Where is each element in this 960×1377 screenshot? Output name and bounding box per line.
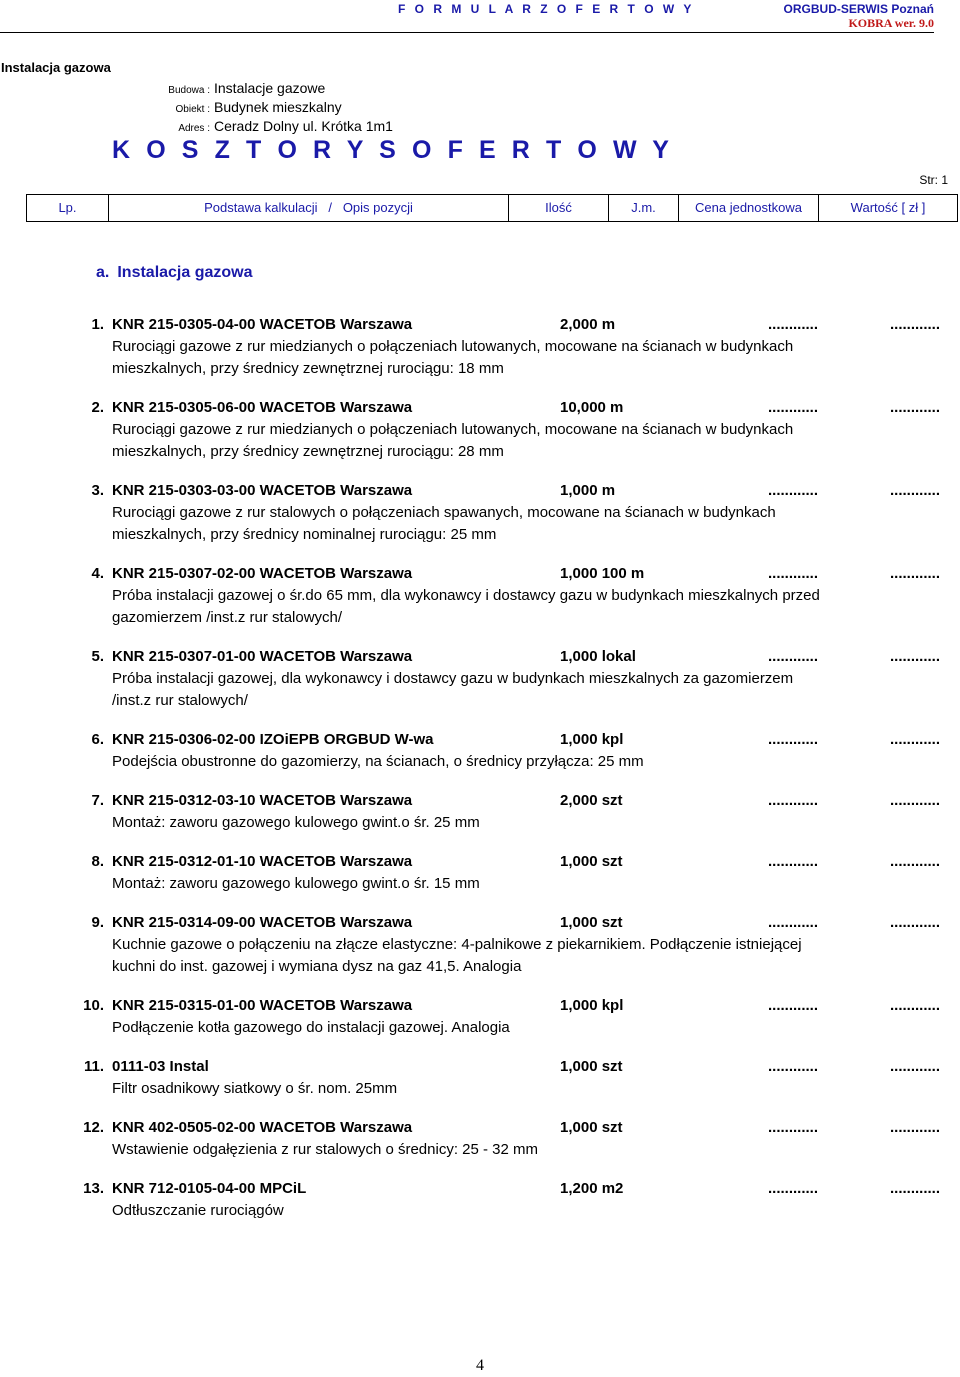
column-lp: Lp.	[27, 195, 109, 221]
item-basis: KNR 402-0505-02-00 WACETOB Warszawa	[112, 1119, 413, 1136]
list-item	[0, 314, 960, 380]
meta-key: Obiekt :	[175, 104, 210, 115]
item-value: ............	[890, 565, 941, 582]
item-value: ............	[890, 853, 941, 870]
item-value: ............	[890, 997, 941, 1014]
meta-value: Instalacje gazowe	[214, 80, 326, 96]
item-basis: KNR 215-0303-03-00 WACETOB Warszawa	[112, 482, 413, 499]
main-title: K O S Z T O R Y S O F E R T O W Y	[112, 136, 674, 164]
column-value: Wartość [ zł ]	[850, 200, 926, 215]
item-number: 1.	[91, 316, 104, 333]
meta-row-adres	[150, 118, 750, 137]
item-description: Kuchnie gazowe o połączeniu na złącze elastyczne: 4-palnikowe z piekarnikiem. Podłączenie istniejącej kuchni do inst. gazowej i wymiana dysz na gaz 41,5. Analogia	[112, 936, 802, 975]
item-basis: KNR 215-0312-01-10 WACETOB Warszawa	[112, 853, 413, 870]
item-unit-price: ............	[768, 316, 819, 333]
item-unit-price: ............	[768, 731, 819, 748]
item-basis: KNR 215-0306-02-00 IZOiEPB ORGBUD W-wa	[112, 731, 434, 748]
meta-row-budowa	[150, 80, 750, 99]
section-marker: a.	[96, 264, 110, 281]
item-unit-price: ............	[768, 399, 819, 416]
item-value: ............	[890, 316, 941, 333]
item-unit-price: ............	[768, 648, 819, 665]
item-number: 7.	[91, 792, 104, 809]
item-value: ............	[890, 1119, 941, 1136]
item-quantity: 1,000 szt	[560, 853, 623, 870]
list-item	[0, 912, 960, 978]
column-header	[26, 194, 958, 222]
item-description: Podłączenie kotła gazowego do instalacji gazowej. Analogia	[112, 1019, 510, 1036]
item-unit-price: ............	[768, 792, 819, 809]
page-number: 4	[476, 1357, 484, 1374]
brand-block	[784, 2, 934, 30]
item-unit-price: ............	[768, 914, 819, 931]
item-value: ............	[890, 792, 941, 809]
item-quantity: 1,000 100 m	[560, 565, 645, 582]
item-unit-price: ............	[768, 997, 819, 1014]
item-quantity: 1,000 szt	[560, 914, 623, 931]
item-unit-price: ............	[768, 482, 819, 499]
section-title	[96, 264, 253, 282]
list-item	[0, 790, 960, 834]
item-basis: KNR 712-0105-04-00 MPCiL	[112, 1180, 307, 1197]
list-item	[0, 729, 960, 773]
item-description: Podejścia obustronne do gazomierzy, na ścianach, o średnicy przyłącza: 25 mm	[112, 753, 644, 770]
item-number: 8.	[91, 853, 104, 870]
form-title: F O R M U L A R Z O F E R T O W Y	[398, 2, 695, 16]
item-unit-price: ............	[768, 1058, 819, 1075]
page-label: Str: 1	[919, 173, 948, 187]
item-quantity: 2,000 m	[560, 316, 616, 333]
list-item	[0, 1117, 960, 1161]
item-number: 9.	[91, 914, 104, 931]
item-number: 13.	[83, 1180, 104, 1197]
item-value: ............	[890, 1058, 941, 1075]
item-quantity: 1,000 kpl	[560, 731, 624, 748]
item-description: Wstawienie odgałęzienia z rur stalowych o średnicy: 25 - 32 mm	[112, 1141, 539, 1158]
item-description: Odtłuszczanie rurociągów	[112, 1202, 284, 1219]
column-qty: Ilość	[509, 195, 609, 221]
item-value: ............	[890, 399, 941, 416]
item-unit-price: ............	[768, 853, 819, 870]
item-description: Filtr osadnikowy siatkowy o śr. nom. 25mm	[112, 1080, 398, 1097]
list-item	[0, 1056, 960, 1100]
item-description: Rurociągi gazowe z rur miedzianych o połączeniach lutowanych, mocowane na ścianach w budynkach mieszkalnych, przy średnicy zewnętrznej rurociągu: 18 mm	[112, 338, 794, 377]
item-value: ............	[890, 648, 941, 665]
item-number: 12.	[83, 1119, 104, 1136]
item-value: ............	[890, 1180, 941, 1197]
list-item	[0, 995, 960, 1039]
item-description: Rurociągi gazowe z rur stalowych o połączeniach spawanych, mocowane na ścianach w budynkach mieszkalnych, przy średnicy nominalnej rurociągu: 25 mm	[112, 504, 776, 543]
item-number: 6.	[91, 731, 104, 748]
item-quantity: 1,000 szt	[560, 1058, 623, 1075]
meta-key: Budowa :	[168, 85, 210, 96]
item-unit-price: ............	[768, 1180, 819, 1197]
header-divider	[0, 32, 934, 33]
meta-value: Ceradz Dolny ul. Krótka 1m1	[214, 118, 393, 134]
item-quantity: 2,000 szt	[560, 792, 623, 809]
item-description: Próba instalacji gazowej o śr.do 65 mm, dla wykonawcy i dostawcy gazu w budynkach mieszkalnych przed gazomierzem /inst.z rur stalowych/	[112, 587, 820, 626]
item-quantity: 1,000 szt	[560, 1119, 623, 1136]
item-description: Rurociągi gazowe z rur miedzianych o połączeniach lutowanych, mocowane na ścianach w budynkach mieszkalnych, przy średnicy zewnętrznej rurociągu: 28 mm	[112, 421, 794, 460]
brand-name: ORGBUD-SERWIS Poznań	[783, 2, 934, 16]
meta-row-obiekt	[150, 99, 750, 118]
column-basis: Podstawa kalkulacji / Opis pozycji	[109, 195, 509, 221]
item-quantity: 1,200 m2	[560, 1180, 624, 1197]
item-description: Montaż: zaworu gazowego kulowego gwint.o śr. 25 mm	[112, 814, 480, 831]
item-basis: KNR 215-0315-01-00 WACETOB Warszawa	[112, 997, 413, 1014]
item-basis: KNR 215-0307-02-00 WACETOB Warszawa	[112, 565, 413, 582]
column-unit-price: Cena jednostkowa	[679, 195, 819, 221]
section-label: Instalacja gazowa	[117, 264, 253, 281]
list-item	[0, 1178, 960, 1222]
item-number: 3.	[91, 482, 104, 499]
item-number: 2.	[91, 399, 104, 416]
list-item	[0, 646, 960, 712]
item-quantity: 10,000 m	[560, 399, 624, 416]
item-value: ............	[890, 731, 941, 748]
meta-value: Budynek mieszkalny	[214, 99, 342, 115]
items-list	[0, 314, 960, 1239]
item-basis: KNR 215-0312-03-10 WACETOB Warszawa	[112, 792, 413, 809]
item-basis: KNR 215-0305-04-00 WACETOB Warszawa	[112, 316, 413, 333]
list-item	[0, 397, 960, 463]
document-heading: Instalacja gazowa	[1, 60, 111, 75]
list-item	[0, 480, 960, 546]
item-description: Próba instalacji gazowej, dla wykonawcy i dostawcy gazu w budynkach mieszkalnych za gazomierzem /inst.z rur stalowych/	[112, 670, 794, 709]
item-quantity: 1,000 m	[560, 482, 616, 499]
item-number: 5.	[91, 648, 104, 665]
software-version: KOBRA wer. 9.0	[848, 16, 934, 30]
item-basis: KNR 215-0305-06-00 WACETOB Warszawa	[112, 399, 413, 416]
item-value: ............	[890, 482, 941, 499]
item-basis: 0111-03 Instal	[112, 1058, 209, 1075]
item-value: ............	[890, 914, 941, 931]
item-unit-price: ............	[768, 1119, 819, 1136]
item-unit-price: ............	[768, 565, 819, 582]
item-basis: KNR 215-0307-01-00 WACETOB Warszawa	[112, 648, 413, 665]
column-unit: J.m.	[609, 195, 679, 221]
item-description: Montaż: zaworu gazowego kulowego gwint.o śr. 15 mm	[112, 875, 480, 892]
item-number: 10.	[83, 997, 104, 1014]
item-number: 4.	[91, 565, 104, 582]
list-item	[0, 563, 960, 629]
list-item	[0, 851, 960, 895]
item-quantity: 1,000 lokal	[560, 648, 636, 665]
item-number: 11.	[83, 1058, 104, 1075]
item-quantity: 1,000 kpl	[560, 997, 624, 1014]
item-basis: KNR 215-0314-09-00 WACETOB Warszawa	[112, 914, 413, 931]
meta-key: Adres :	[178, 123, 210, 134]
